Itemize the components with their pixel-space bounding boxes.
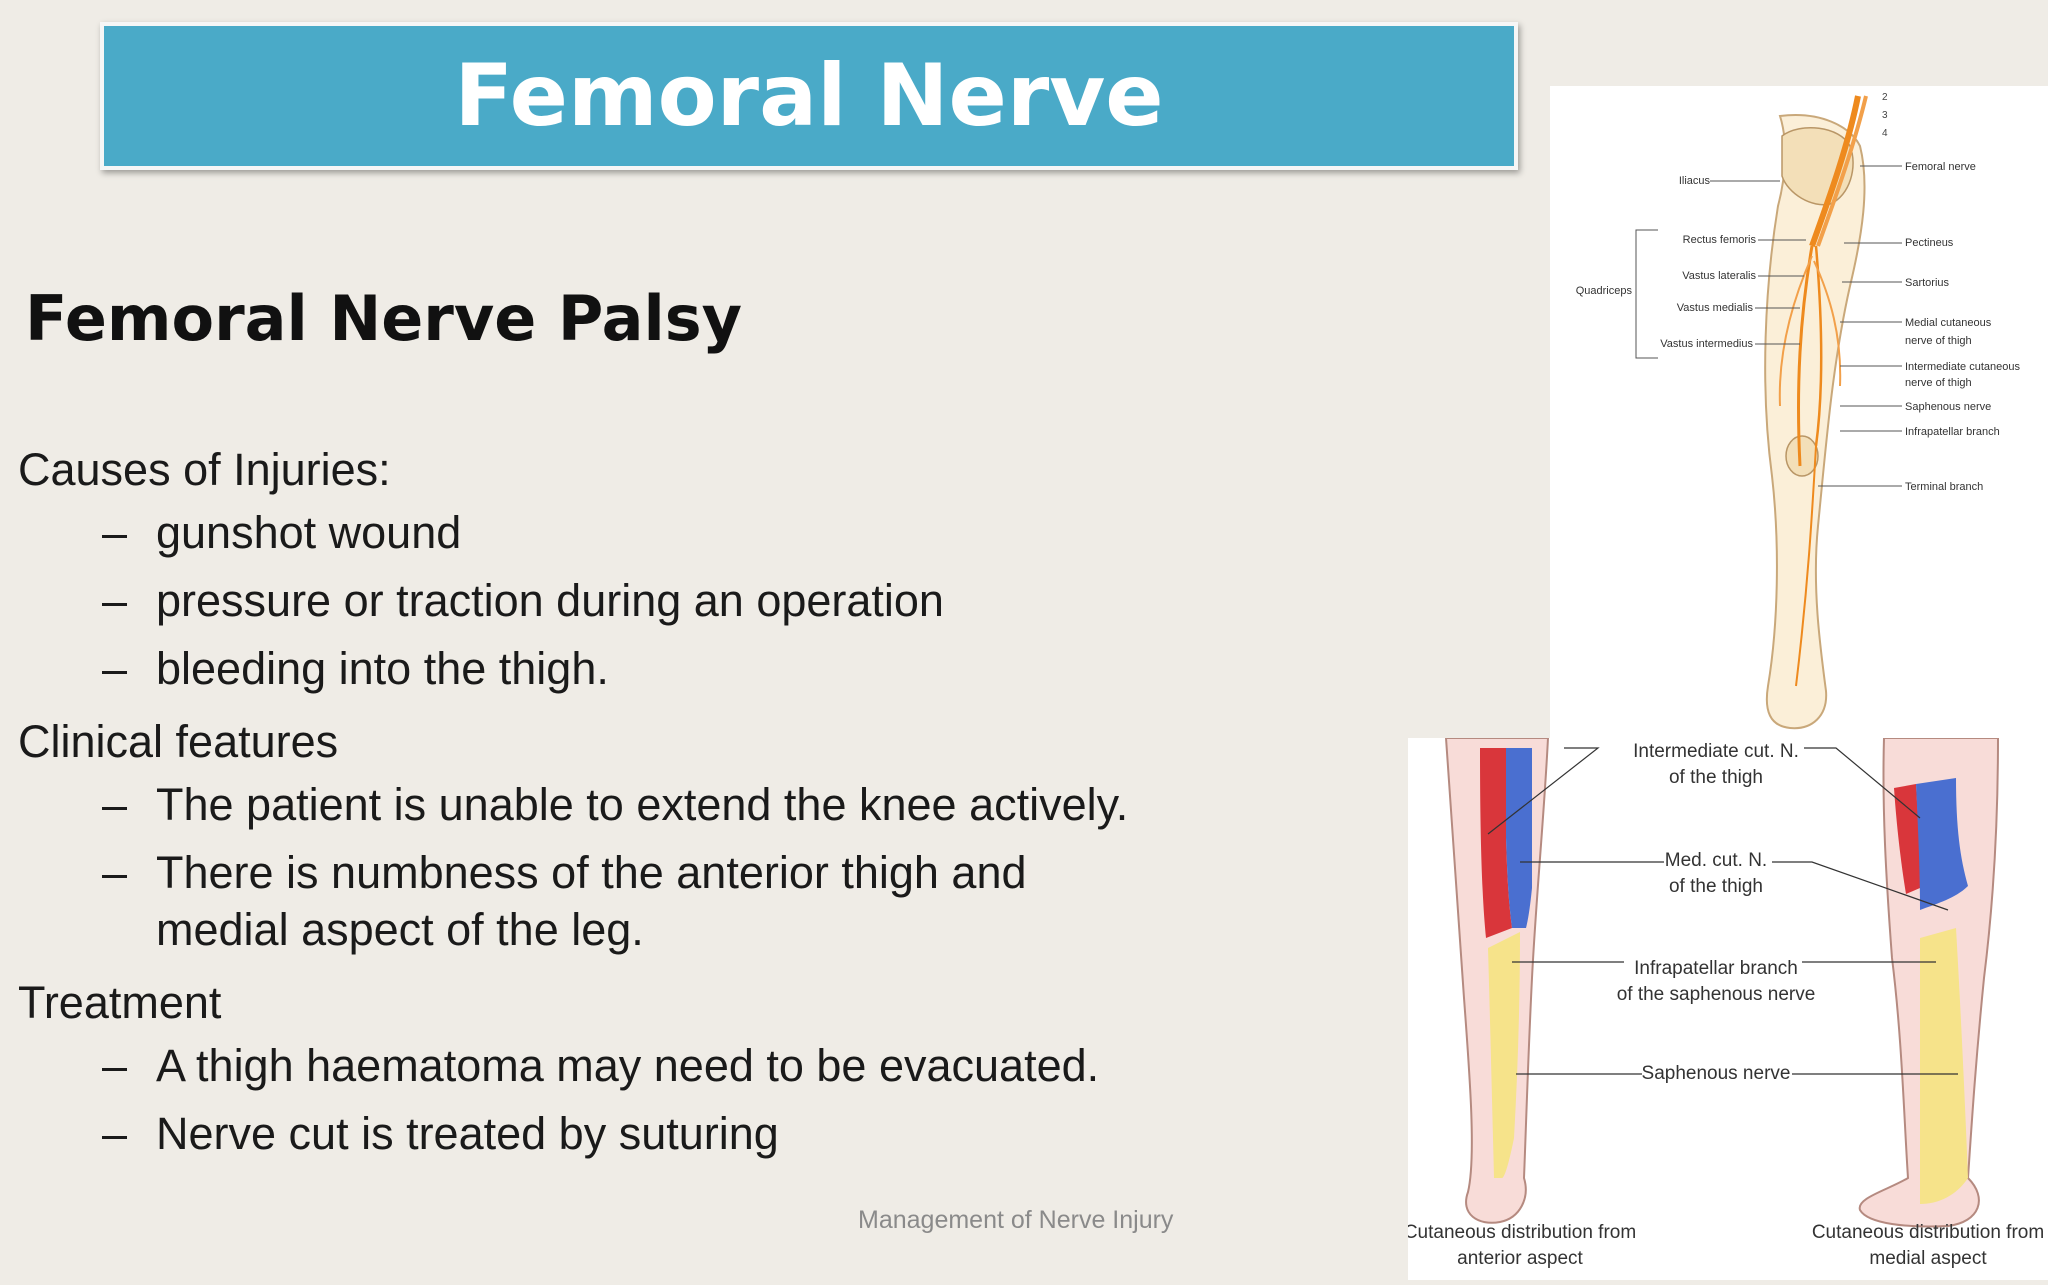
femoral-nerve-illustration xyxy=(1550,86,2048,740)
slide-title: Femoral Nerve xyxy=(454,46,1164,146)
label-medial-cutaneous-1: Medial cutaneous xyxy=(1905,317,1992,329)
label-sartorius: Sartorius xyxy=(1905,277,1950,289)
label-intermediate-cutaneous-2: nerve of thigh xyxy=(1905,377,1972,389)
bullet-dash: – xyxy=(102,847,128,898)
treatment-list xyxy=(18,1037,1338,1162)
label-medial-cutaneous-2: nerve of thigh xyxy=(1905,335,1972,347)
treatment-heading: Treatment xyxy=(18,977,222,1028)
root-number: 3 xyxy=(1882,110,1888,121)
slide-subtitle: Femoral Nerve Palsy xyxy=(25,282,743,355)
bullet-dash: – xyxy=(102,1108,128,1159)
label-medial-caption-2: medial aspect xyxy=(1869,1248,1987,1269)
list-item xyxy=(18,572,1338,629)
label-rectus-femoris: Rectus femoris xyxy=(1682,234,1756,246)
slide-footer: Management of Nerve Injury xyxy=(858,1206,1174,1234)
list-item xyxy=(18,640,1338,697)
bullet-dash: – xyxy=(102,575,128,626)
label-terminal-branch: Terminal branch xyxy=(1905,481,1984,493)
label-quadriceps: Quadriceps xyxy=(1575,285,1632,297)
cutaneous-distribution-illustration xyxy=(1408,738,2048,1280)
label-vastus-medialis: Vastus medialis xyxy=(1676,302,1753,314)
bullet-text: bleeding into the thigh. xyxy=(156,643,609,694)
causes-heading: Causes of Injuries: xyxy=(18,444,391,495)
femoral-nerve-diagram xyxy=(1550,86,2048,740)
clinical-list xyxy=(18,776,1338,958)
label-medial-caption-1: Cutaneous distribution from xyxy=(1811,1222,2045,1243)
label-vastus-intermedius: Vastus intermedius xyxy=(1660,338,1753,350)
label-med-cut-2: of the thigh xyxy=(1668,876,1764,897)
clinical-heading: Clinical features xyxy=(18,716,339,767)
knee-cap xyxy=(1786,436,1818,476)
bullet-text: A thigh haematoma may need to be evacuated. xyxy=(156,1040,1100,1091)
label-vastus-lateralis: Vastus lateralis xyxy=(1682,270,1756,282)
bullet-text: Nerve cut is treated by suturing xyxy=(156,1108,779,1159)
label-intermediate-cutaneous-1: Intermediate cutaneous xyxy=(1905,361,2020,373)
bullet-text: pressure or traction during an operation xyxy=(156,575,944,626)
label-pectineus: Pectineus xyxy=(1905,237,1954,249)
list-item xyxy=(18,1037,1338,1094)
label-femoral-nerve: Femoral nerve xyxy=(1905,161,1976,173)
label-infrapatellar-2: of the saphenous nerve xyxy=(1616,984,1816,1005)
label-infrapatellar-branch: Infrapatellar branch xyxy=(1905,426,2000,438)
slide-body xyxy=(18,436,1338,1173)
list-item xyxy=(18,776,1338,833)
label-med-cut-1: Med. cut. N. xyxy=(1664,850,1768,871)
bullet-text: There is numbness of the anterior thigh and medial aspect of the leg. xyxy=(156,847,1027,955)
root-number: 2 xyxy=(1882,92,1888,103)
bullet-text: The patient is unable to extend the knee actively. xyxy=(156,779,1129,830)
label-anterior-caption-2: anterior aspect xyxy=(1457,1248,1583,1269)
list-item xyxy=(18,1105,1338,1162)
root-number: 4 xyxy=(1882,128,1888,139)
bullet-dash: – xyxy=(102,643,128,694)
leg-outline xyxy=(1765,115,1864,728)
label-saphenous: Saphenous nerve xyxy=(1641,1063,1791,1084)
label-saphenous-nerve: Saphenous nerve xyxy=(1905,401,1992,413)
bullet-dash: – xyxy=(102,1040,128,1091)
blue-zone-anterior xyxy=(1506,748,1532,928)
label-iliacus: Iliacus xyxy=(1678,175,1710,187)
label-intermediate-cut-1: Intermediate cut. N. xyxy=(1633,741,1799,762)
bullet-dash: – xyxy=(102,779,128,830)
label-intermediate-cut-2: of the thigh xyxy=(1668,767,1764,788)
list-item xyxy=(18,844,1136,958)
label-anterior-caption-1: Cutaneous distribution from xyxy=(1408,1222,1637,1243)
list-item xyxy=(18,504,1338,561)
bullet-text: gunshot wound xyxy=(156,507,462,558)
label-infrapatellar-1: Infrapatellar branch xyxy=(1634,958,1798,979)
cutaneous-distribution-diagram xyxy=(1408,738,2048,1280)
title-banner xyxy=(100,22,1518,170)
causes-list xyxy=(18,504,1338,697)
bullet-dash: – xyxy=(102,507,128,558)
